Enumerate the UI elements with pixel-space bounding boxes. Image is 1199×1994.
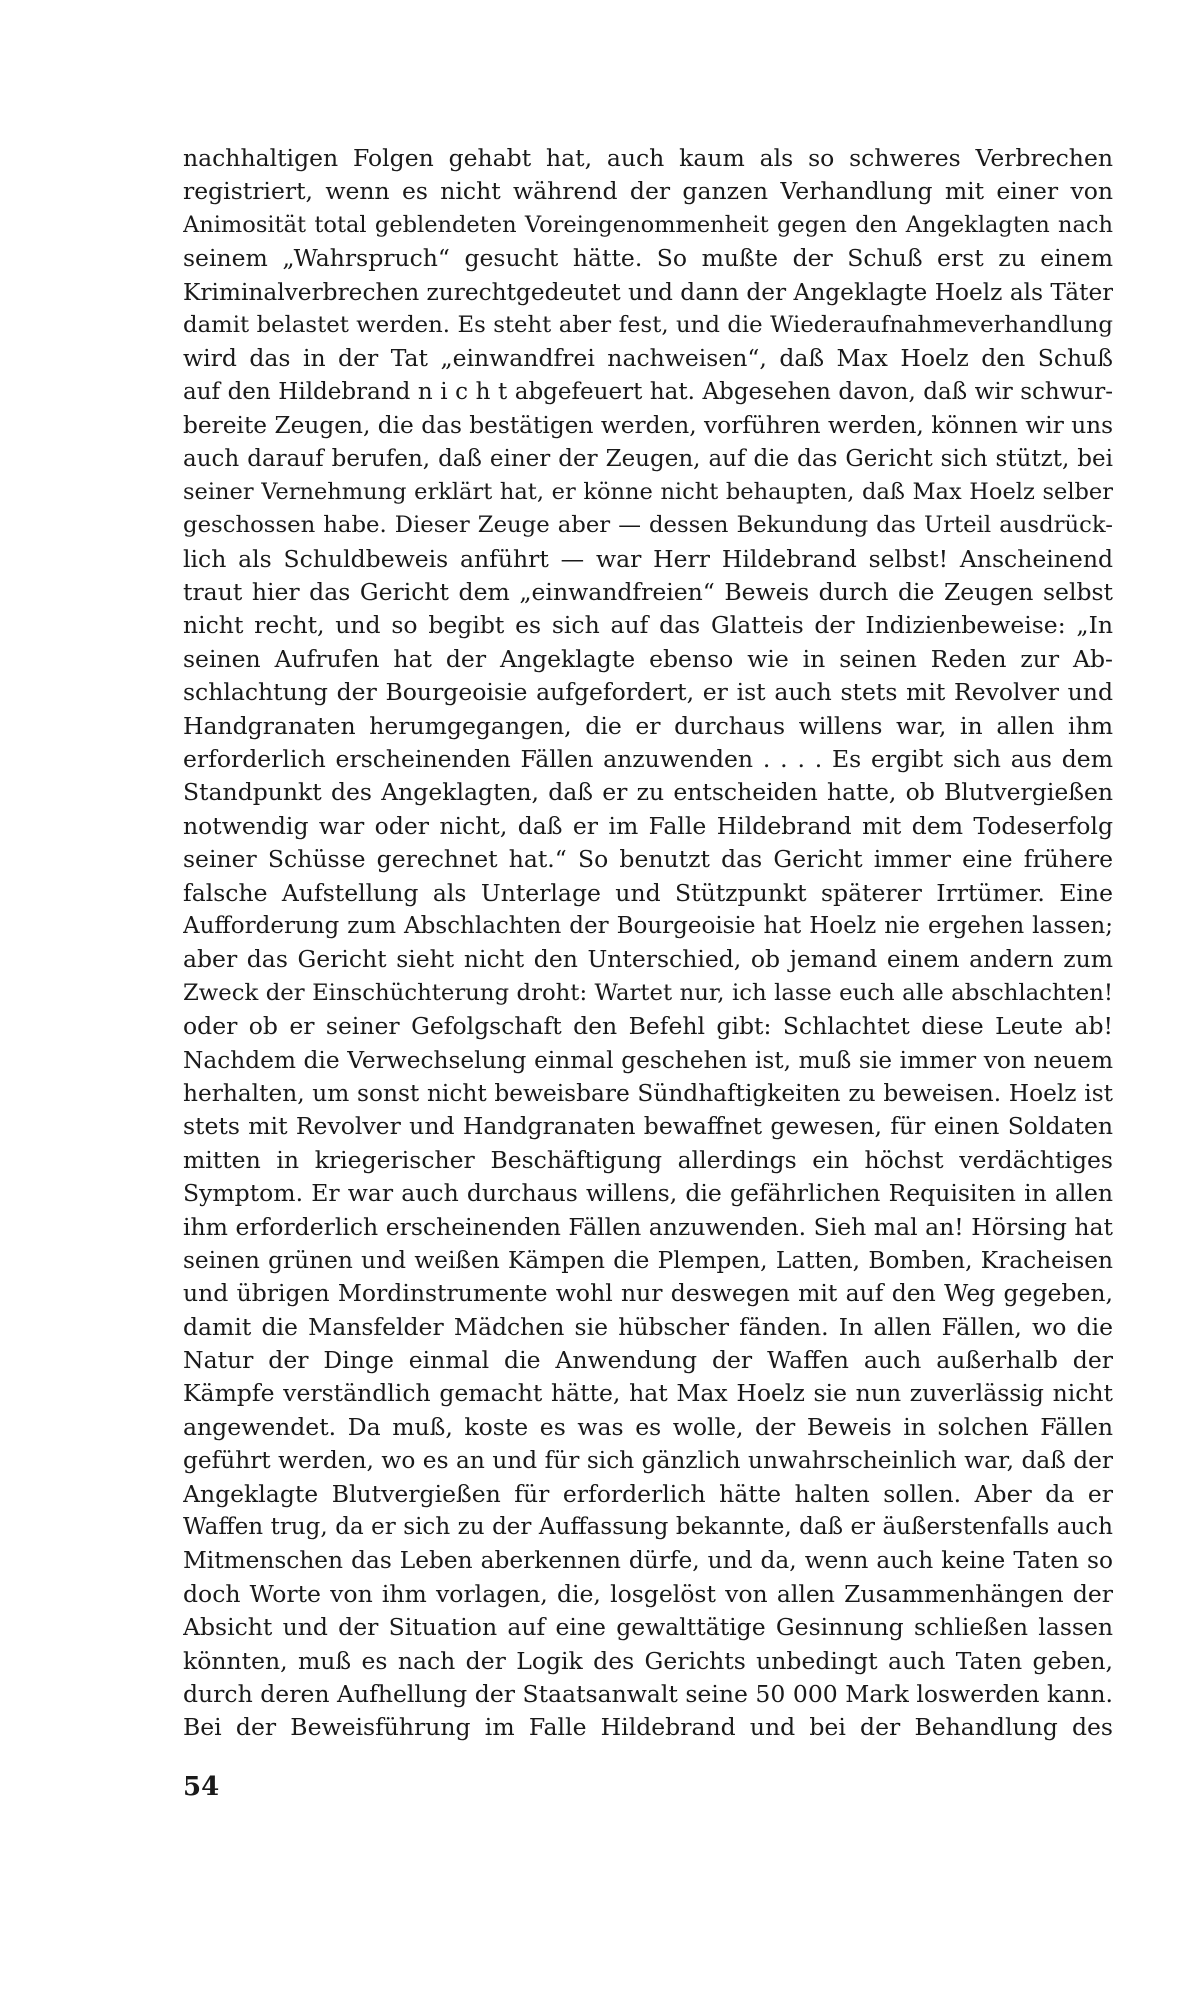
text-line: wird das in der Tat „einwandfrei nachweisen“, daß Max Hoelz den Schuß <box>183 344 1113 373</box>
text-line: Natur der Dinge einmal die Anwendung der Waffen auch außerhalb der <box>183 1346 1113 1375</box>
text-line: seinen Aufrufen hat der Angeklagte ebenso wie in seinen Reden zur Ab- <box>183 644 1113 673</box>
text-line: durch deren Aufhellung der Staatsanwalt seine 50 000 Mark loswerden kann. <box>183 1679 1113 1708</box>
text-line: erforderlich erscheinenden Fällen anzuwenden . . . . Es ergibt sich aus dem <box>183 745 1113 774</box>
text-line: lich als Schuldbeweis anführt — war Herr Hildebrand selbst! Anscheinend <box>183 544 1113 573</box>
text-line: Bei der Beweisführung im Falle Hildebrand und bei der Behandlung des <box>183 1713 1113 1742</box>
text-line: Zweck der Einschüchterung droht: Wartet nur, ich lasse euch alle abschlachten! <box>183 979 1113 1006</box>
text-line: falsche Aufstellung als Unterlage und Stützpunkt späterer Irrtümer. Eine <box>183 878 1113 907</box>
text-line: doch Worte von ihm vorlagen, die, losgelöst von allen Zusammenhängen der <box>183 1579 1113 1608</box>
text-line: Angeklagte Blutvergießen für erforderlich hätte halten sollen. Aber da er <box>183 1479 1113 1508</box>
body-text <box>183 142 1113 1745</box>
text-line: Absicht und der Situation auf eine gewalttätige Gesinnung schließen lassen <box>183 1613 1113 1642</box>
text-line: Aufforderung zum Abschlachten der Bourgeoisie hat Hoelz nie ergehen lassen; <box>183 912 1113 939</box>
page-number: 54 <box>183 1772 220 1802</box>
text-line: Mitmenschen das Leben aberkennen dürfe, und da, wenn auch keine Taten so <box>183 1547 1113 1575</box>
text-line: Handgranaten herumgegangen, die er durchaus willens war, in allen ihm <box>183 711 1113 740</box>
text-line: oder ob er seiner Gefolgschaft den Befehl gibt: Schlachtet diese Leute ab! <box>183 1012 1113 1041</box>
text-line: geführt werden, wo es an und für sich gänzlich unwahrscheinlich war, daß der <box>183 1447 1113 1475</box>
text-line: Waffen trug, da er sich zu der Auffassung bekannte, daß er äußerstenfalls auch <box>183 1514 1113 1541</box>
text-line: Standpunkt des Angeklagten, daß er zu entscheiden hatte, ob Blutvergießen <box>183 778 1113 807</box>
text-line: ihm erforderlich erscheinenden Fällen anzuwenden. Sieh mal an! Hörsing hat <box>183 1212 1113 1241</box>
text-line: Kriminalverbrechen zurechtgedeutet und dann der Angeklagte Hoelz als Täter <box>183 278 1113 306</box>
text-line: stets mit Revolver und Handgranaten bewaffnet gewesen, für einen Soldaten <box>183 1112 1113 1141</box>
text-line: nicht recht, und so begibt es sich auf das Glatteis der Indizienbeweise: „In <box>183 611 1113 640</box>
text-line: auf den Hildebrand n i c h t abgefeuert hat. Abgesehen davon, daß wir schwur- <box>183 378 1113 405</box>
text-line: Nachdem die Verwechselung einmal geschehen ist, muß sie immer von neuem <box>183 1046 1113 1074</box>
text-line: damit die Mansfelder Mädchen sie hübscher fänden. In allen Fällen, wo die <box>183 1312 1113 1341</box>
text-line: seiner Schüsse gerechnet hat.“ So benutzt das Gericht immer eine frühere <box>183 845 1113 874</box>
text-line: mitten in kriegerischer Beschäftigung allerdings ein höchst verdächtiges <box>183 1145 1113 1174</box>
text-line: geschossen habe. Dieser Zeuge aber — dessen Bekundung das Urteil ausdrück- <box>183 512 1113 539</box>
text-line: schlachtung der Bourgeoisie aufgefordert, er ist auch stets mit Revolver und <box>183 678 1113 707</box>
text-line: registriert, wenn es nicht während der ganzen Verhandlung mit einer von <box>183 177 1113 206</box>
text-line: und übrigen Mordinstrumente wohl nur deswegen mit auf den Weg gegeben, <box>183 1279 1113 1308</box>
text-line: Animosität total geblendeten Voreingenommenheit gegen den Angeklagten nach <box>183 211 1113 238</box>
text-line: aber das Gericht sieht nicht den Unterschied, ob jemand einem andern zum <box>183 945 1113 974</box>
text-line: Symptom. Er war auch durchaus willens, die gefährlichen Requisiten in allen <box>183 1179 1113 1208</box>
text-line: traut hier das Gericht dem „einwandfreien“ Beweis durch die Zeugen selbst <box>183 578 1113 607</box>
text-line: herhalten, um sonst nicht beweisbare Sündhaftigkeiten zu beweisen. Hoelz ist <box>183 1079 1113 1107</box>
text-line: bereite Zeugen, die das bestätigen werden, vorführen werden, können wir uns <box>183 412 1113 440</box>
text-line: damit belastet werden. Es steht aber fest, und die Wiederaufnahmeverhandlung <box>183 311 1113 338</box>
text-line: seinen grünen und weißen Kämpen die Plempen, Latten, Bomben, Kracheisen <box>183 1246 1113 1274</box>
text-line: könnten, muß es nach der Logik des Gerichts unbedingt auch Taten geben, <box>183 1646 1113 1675</box>
text-line: auch darauf berufen, daß einer der Zeugen, auf die das Gericht sich stützt, bei <box>183 445 1113 472</box>
text-line: seiner Vernehmung erklärt hat, er könne nicht behaupten, daß Max Hoelz selber <box>183 478 1113 505</box>
text-line: seinem „Wahrspruch“ gesucht hätte. So mußte der Schuß erst zu einem <box>183 244 1113 273</box>
text-line: nachhaltigen Folgen gehabt hat, auch kaum als so schweres Verbrechen <box>183 144 1113 172</box>
text-line: Kämpfe verständlich gemacht hätte, hat Max Hoelz sie nun zuverlässig nicht <box>183 1379 1113 1408</box>
text-line: notwendig war oder nicht, daß er im Falle Hildebrand mit dem Todeserfolg <box>183 811 1113 840</box>
text-line: angewendet. Da muß, koste es was es wolle, der Beweis in solchen Fällen <box>183 1412 1113 1441</box>
